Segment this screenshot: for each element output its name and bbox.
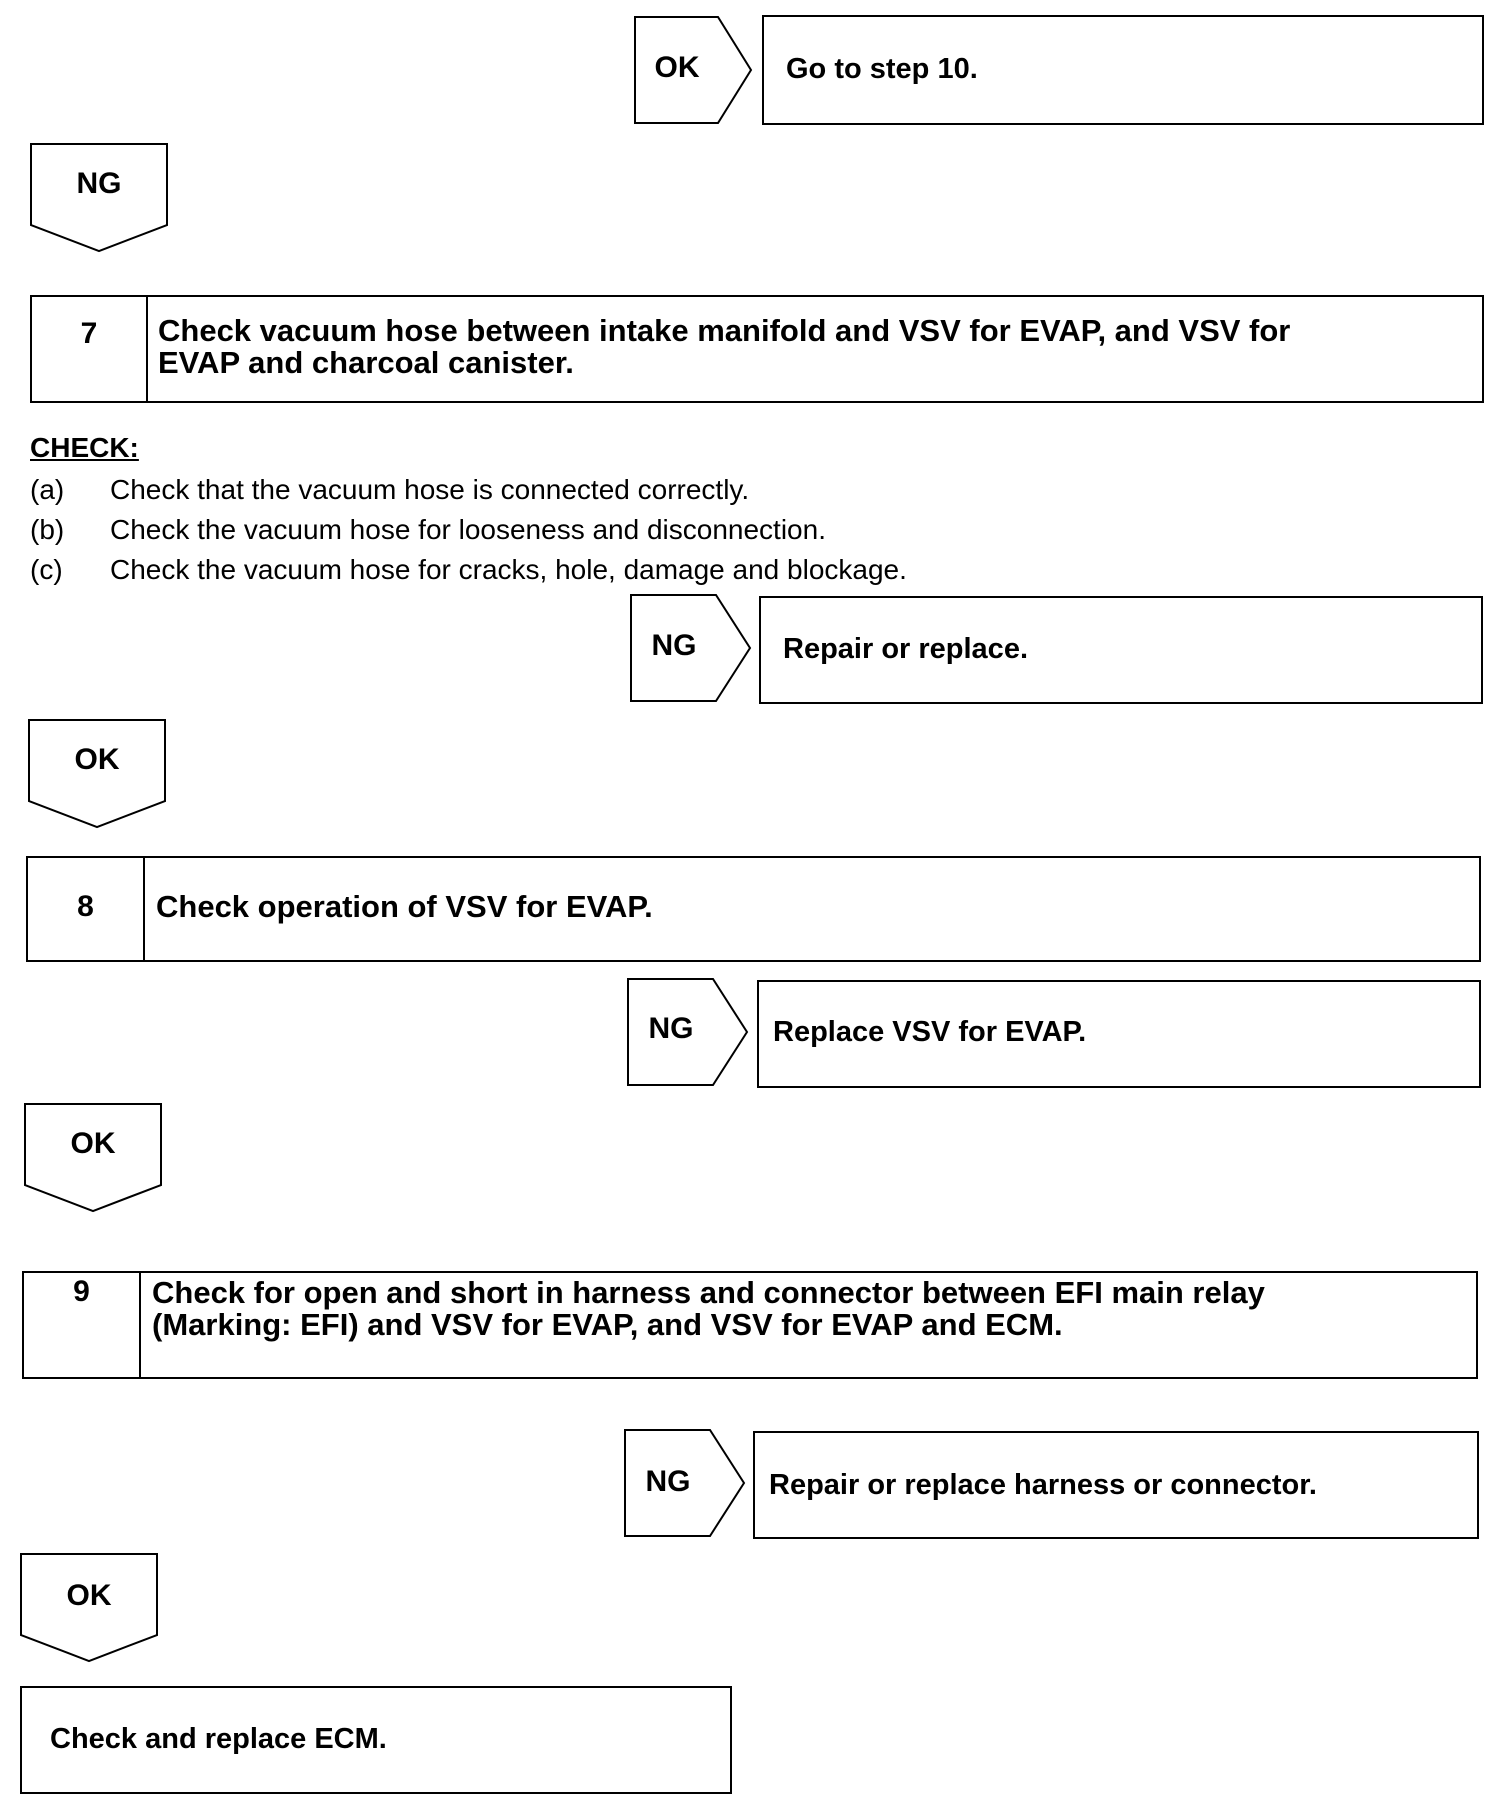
- step-7-ok-down-arrow: [28, 719, 168, 829]
- ok-label: OK: [654, 51, 700, 84]
- step-8-ng-result-box: [757, 980, 1481, 1088]
- step-9-box: [22, 1271, 1478, 1379]
- step-7-box: [30, 295, 1484, 403]
- ng-label: NG: [651, 629, 697, 662]
- step-8-title: Check operation of VSV for EVAP.: [156, 889, 653, 924]
- step-7-ng-right-arrow: [630, 594, 754, 702]
- ng-label: NG: [645, 1465, 691, 1498]
- check-item-text: Check the vacuum hose for looseness and disconnection.: [110, 514, 826, 545]
- check-item-c: [30, 554, 1130, 588]
- step-8-box: [26, 856, 1481, 962]
- ok-label: OK: [66, 1579, 112, 1612]
- check-item-label: (c): [30, 554, 63, 585]
- step-8-number: 8: [28, 858, 145, 960]
- check-item-label: (b): [30, 514, 65, 545]
- check-item-text: Check that the vacuum hose is connected correctly.: [110, 474, 750, 505]
- step-9-title-line1: Check for open and short in harness and connector between EFI main relay: [152, 1275, 1265, 1310]
- step-7-title-line2: EVAP and charcoal canister.: [158, 345, 574, 380]
- step-9-ok-down-arrow: [20, 1553, 160, 1663]
- check-heading: CHECK:: [30, 432, 139, 463]
- check-item-text: Check the vacuum hose for cracks, hole, damage and blockage.: [110, 554, 907, 585]
- check-item-a: [30, 474, 1130, 508]
- step-7-ng-result-box: [759, 596, 1483, 704]
- step-9-ng-result-text: Repair or replace harness or connector.: [769, 1469, 1317, 1501]
- ng-label: NG: [76, 167, 122, 200]
- ng-down-arrow: [30, 143, 170, 253]
- ok-right-arrow: [634, 16, 754, 124]
- step-7-ng-result-text: Repair or replace.: [783, 633, 1028, 665]
- go-to-step-box: [762, 15, 1484, 125]
- step-9-ng-result-box: [753, 1431, 1479, 1539]
- step-8-ok-down-arrow: [24, 1103, 164, 1213]
- go-to-step-text: Go to step 10.: [786, 53, 978, 85]
- step-9-ng-right-arrow: [624, 1429, 748, 1537]
- final-box: [20, 1686, 732, 1794]
- ng-label: NG: [648, 1012, 694, 1045]
- check-item-label: (a): [30, 474, 65, 505]
- final-text: Check and replace ECM.: [50, 1723, 387, 1755]
- ok-label: OK: [70, 1127, 116, 1160]
- step-8-ng-result-text: Replace VSV for EVAP.: [773, 1016, 1087, 1048]
- check-item-b: [30, 514, 1130, 548]
- step-9-number: 9: [24, 1273, 141, 1377]
- step-8-ng-right-arrow: [627, 978, 751, 1086]
- step-7-title-line1: Check vacuum hose between intake manifold and VSV for EVAP, and VSV for: [158, 313, 1291, 348]
- step-7-number: 7: [32, 297, 148, 401]
- step-9-title-line2: (Marking: EFI) and VSV for EVAP, and VSV for EVAP and ECM.: [152, 1307, 1063, 1342]
- ok-label: OK: [74, 743, 120, 776]
